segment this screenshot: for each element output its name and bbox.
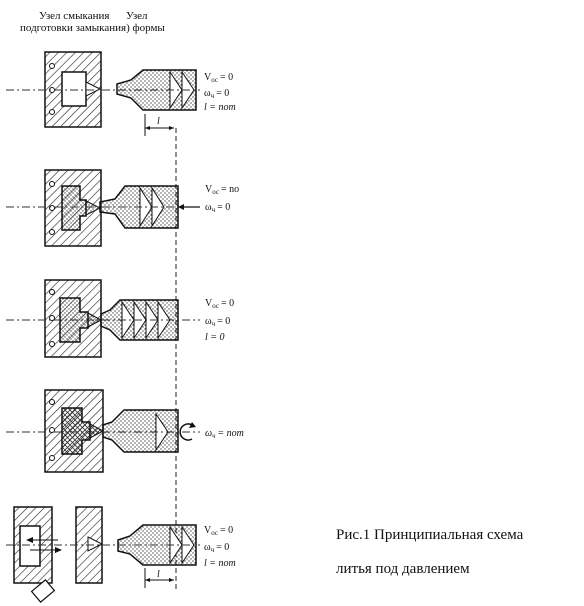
stage-2 [6, 170, 239, 246]
header-subline: подготовки замыкания) формы [20, 22, 165, 34]
stage-2-v-value: = no [221, 184, 240, 195]
stage-1 [6, 52, 236, 136]
stage-3-v-value: = 0 [221, 298, 235, 309]
stage-5-v-value: = 0 [220, 525, 234, 536]
stage-2-v-label: V [205, 184, 213, 195]
stage-4-w-label: ω [205, 428, 213, 439]
stage-2-w-label: ω [205, 202, 212, 213]
svg-text:ωч= 0: $\omega_ч = 0$ [204, 542, 230, 554]
svg-text:Vос= no: $V_{ос}$ = no [205, 184, 240, 196]
stage-4 [6, 390, 244, 472]
svg-text:ωч= 0: $\omega_ч = 0$ [205, 202, 231, 214]
subscript-v: ос [211, 76, 219, 84]
stage-5 [6, 507, 236, 602]
stage-1-w-label: ω [204, 88, 211, 99]
stage-2-w-value: = 0 [217, 202, 231, 213]
stage-1-l-label: l = nom [204, 102, 236, 113]
stage-1-v-value: = 0 [220, 72, 234, 83]
prep-unit-label: Узел [126, 10, 148, 22]
stage-5-dim-label: l [157, 569, 160, 580]
subscript-w: ч [210, 92, 215, 100]
stage-1-w-value: = 0 [216, 88, 230, 99]
caption-line-2: литья под давлением [336, 561, 470, 577]
svg-text:ωч= 0 [204, 88, 229, 100]
stage-3-w-value: = 0 [217, 316, 231, 327]
svg-text:Vос= 0: $V_{ос} = 0$ [204, 525, 234, 537]
svg-text:ωч= 0: $\omega_ч = 0$ [205, 316, 231, 328]
stage-3-w-label: ω [205, 316, 212, 327]
stage-5-w-value: = 0 [216, 542, 230, 553]
stage-1-v-label: V [204, 72, 212, 83]
stage-5-v-label: V [204, 525, 212, 536]
stage-3 [6, 280, 234, 357]
svg-text:Vос= 0: $V_{ос} = 0$ [205, 298, 235, 310]
stage-3-l-label: l = 0 [205, 332, 225, 343]
stage-3-v-label: V [205, 298, 213, 309]
svg-text:ωч= nom: $\omega_ч$ = nom [205, 428, 244, 440]
stage-1-dim-label: l [157, 116, 160, 127]
svg-text:Vос= 0 [204, 72, 233, 84]
stage-5-w-label: ω [204, 542, 211, 553]
stage-4-w-value: = nom [217, 428, 244, 439]
stage-5-l-label: l = nom [204, 558, 236, 569]
clamp-unit-label: Узел смыкания [39, 10, 110, 22]
caption-line-1: Рис.1 Принципиальная схема [336, 527, 524, 543]
